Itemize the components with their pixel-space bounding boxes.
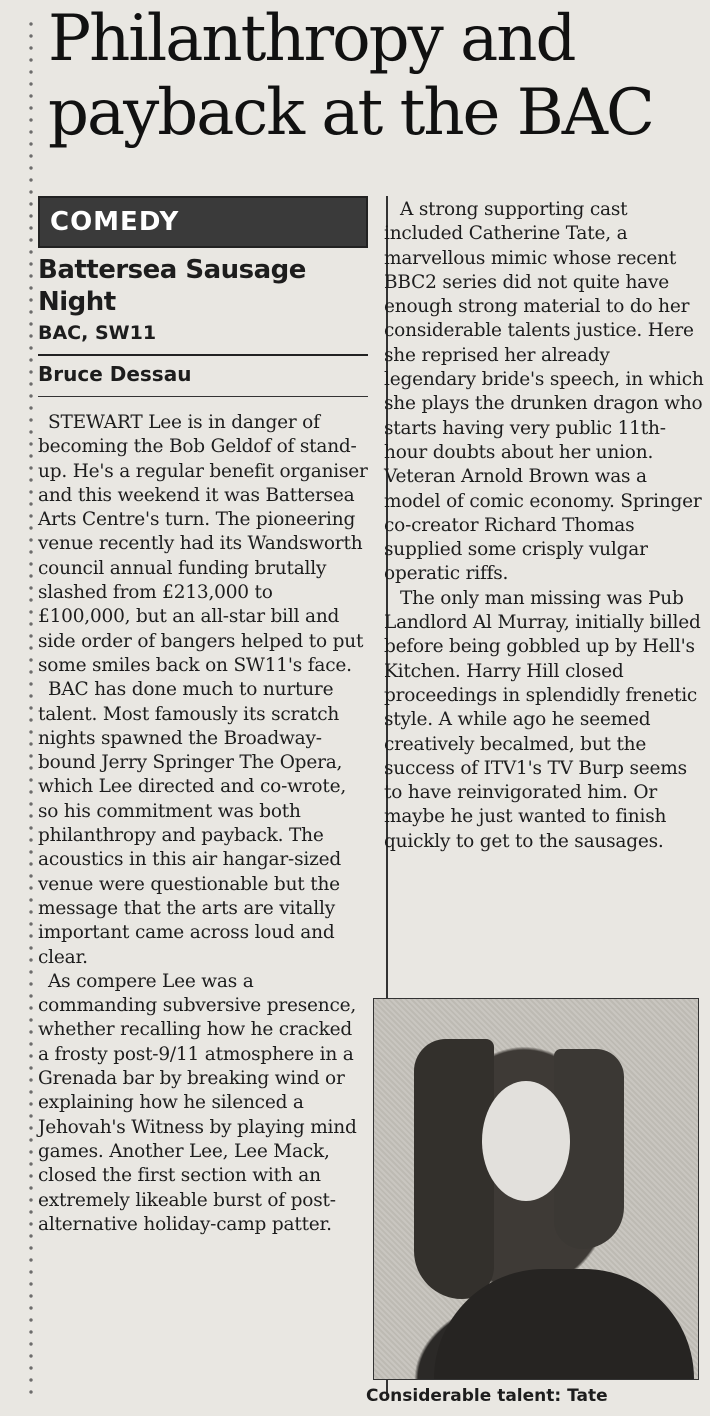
headline: Philanthropy and payback at the BAC xyxy=(48,2,653,150)
paragraph: The only man missing was Pub Landlord Al Murray, initially billed before being gobbled up by Hell's Kitchen. Harry Hill closed proceedings in splendidly frenetic style. A while ago he seemed creatively becalmed, but the success of ITV1's TV Burp seems to have reinvigorated him. Or maybe he just wanted to finish quickly to get to the sausages. xyxy=(384,587,701,852)
divider xyxy=(38,396,368,397)
article-body-left xyxy=(38,411,368,1237)
photo-caption: Considerable talent: Tate xyxy=(366,1386,608,1406)
paragraph: As compere Lee was a commanding subversive presence, whether recalling how he cracked a frosty post-9/11 atmosphere in a Grenada bar by breaking wind or explaining how he silenced a Jehovah's Witness by playing mind games. Another Lee, Lee Mack, closed the first section with an extremely likeable burst of post-alternative holiday-camp patter. xyxy=(38,970,357,1235)
byline: Bruce Dessau xyxy=(38,362,192,386)
perforated-edge xyxy=(26,18,36,1398)
right-column xyxy=(384,198,706,854)
left-column xyxy=(38,196,368,1237)
paragraph: STEWART Lee is in danger of becoming the Bob Geldof of stand-up. He's a regular benefit organiser and this weekend it was Battersea Arts Centre's turn. The pioneering venue recently had its Wandsworth council annual funding brutally slashed from £213,000 to £100,000, but an all-star bill and side order of bangers helped to put some smiles back on SW11's face. xyxy=(38,412,368,676)
paragraph: A strong supporting cast included Catherine Tate, a marvellous mimic whose recent BBC2 series did not quite have enough strong material to do her considerable talents justice. Here she reprised her already legendary bride's speech, in which she plays the drunken dragon who starts having very public 11th-hour doubts about her union. Veteran Arnold Brown was a model of comic economy. Springer co-creator Richard Thomas supplied some crisply vulgar operatic riffs. xyxy=(384,199,704,585)
divider xyxy=(38,354,368,356)
paragraph: BAC has done much to nurture talent. Most famously its scratch nights spawned the Broadway-bound Jerry Springer The Opera, which Lee directed and co-wrote, so his commitment was both philanthropy and payback. The acoustics in this air hangar-sized venue were questionable but the message that the arts are vitally important came across loud and clear. xyxy=(38,679,347,968)
section-label: COMEDY xyxy=(38,196,368,248)
show-title: Battersea Sausage Night xyxy=(38,255,306,317)
portrait-photo xyxy=(373,998,699,1380)
venue: BAC, SW11 xyxy=(38,322,157,344)
